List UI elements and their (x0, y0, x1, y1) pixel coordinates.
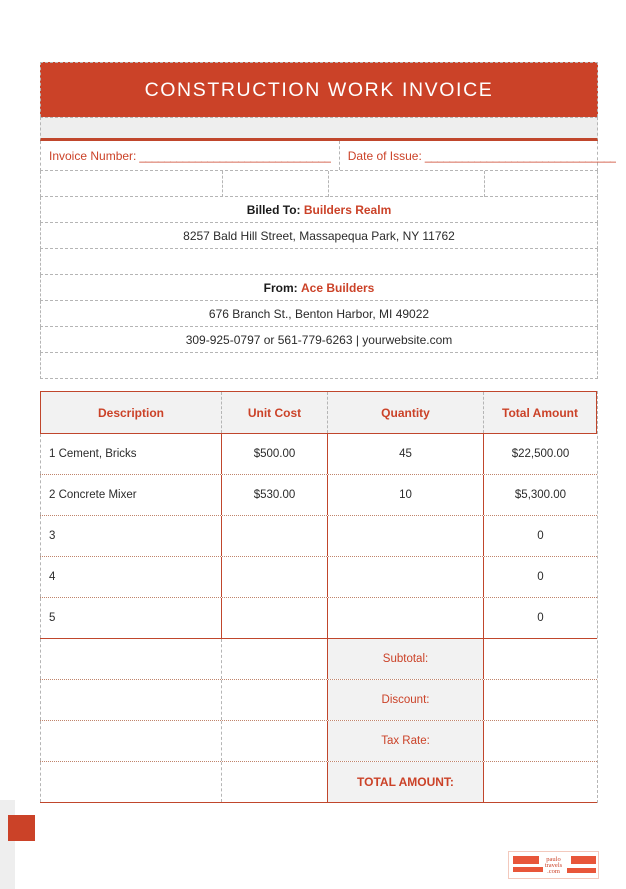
table-row[interactable] (40, 434, 597, 475)
billed-to-address: 8257 Bald Hill Street, Massapequa Park, NY 11762 (183, 229, 455, 243)
line-items-table (40, 391, 598, 803)
date-of-issue-cell[interactable] (340, 141, 624, 170)
from-label: From: (263, 281, 298, 295)
date-of-issue-label: Date of Issue: (347, 148, 422, 163)
blank-cell-c (329, 171, 485, 197)
billed-to-cell (41, 197, 597, 223)
discount-value[interactable] (484, 680, 597, 720)
table-header-row (40, 391, 597, 434)
cell-unit-cost[interactable] (222, 557, 328, 597)
totals-row-discount (40, 680, 597, 721)
totals-spacer-e (40, 721, 222, 761)
cell-description[interactable]: 1 Cement, Bricks (40, 434, 222, 474)
tax-rate-label-cell (328, 721, 484, 761)
cell-unit-cost[interactable]: $500.00 (222, 434, 328, 474)
totals-spacer-d (222, 680, 328, 720)
billed-to-address-row (40, 223, 598, 249)
from-cell (41, 275, 597, 301)
cell-total[interactable]: 0 (537, 571, 544, 583)
invoice-number-cell[interactable] (41, 141, 340, 170)
blank-grid-row-2 (40, 249, 598, 275)
from-address: 676 Branch St., Benton Harbor, MI 49022 (208, 307, 430, 321)
blank-cell-a (41, 171, 223, 197)
corner-accent-square (8, 815, 35, 841)
table-row[interactable] (40, 516, 597, 557)
logo-inner (511, 854, 596, 876)
totals-row-total-amount (40, 762, 597, 803)
blank-cell-b (223, 171, 329, 197)
totals-spacer-a (40, 639, 222, 679)
blank-cell-d (485, 171, 597, 197)
cell-unit-cost[interactable]: $530.00 (222, 475, 328, 515)
from-row (40, 275, 598, 301)
cell-unit-cost[interactable] (222, 598, 328, 638)
invoice-sheet (40, 62, 617, 803)
tax-rate-value[interactable] (484, 721, 597, 761)
total-amount-value[interactable] (484, 762, 597, 802)
blank-grid-row-1 (40, 171, 598, 197)
page-title: CONSTRUCTION WORK INVOICE (144, 78, 494, 101)
from-name: Ace Builders (300, 281, 375, 295)
table-row[interactable] (40, 557, 597, 598)
blank-cell-f (41, 353, 597, 379)
cell-quantity[interactable]: 45 (328, 434, 484, 474)
invoice-meta-row (40, 141, 617, 171)
logo-text-line-1: paulo (546, 856, 561, 863)
totals-spacer-c (40, 680, 222, 720)
cell-quantity[interactable] (328, 598, 484, 638)
discount-label-cell (328, 680, 484, 720)
cell-quantity[interactable] (328, 516, 484, 556)
left-gray-band (0, 800, 15, 889)
cell-description[interactable]: 2 Concrete Mixer (40, 475, 222, 515)
invoice-number-label: Invoice Number: (49, 148, 137, 163)
discount-label: Discount: (381, 694, 430, 706)
total-amount-label: TOTAL AMOUNT: (357, 775, 454, 789)
subtotal-label-cell (328, 639, 484, 679)
column-header-total-amount: Total Amount (484, 392, 597, 433)
cell-description[interactable]: 3 (40, 516, 222, 556)
watermark-logo (508, 851, 599, 879)
title-underbar (40, 117, 598, 141)
logo-text-line-3: .com (547, 868, 560, 875)
table-row[interactable] (40, 598, 597, 639)
cell-unit-cost[interactable] (222, 516, 328, 556)
cell-total[interactable]: $22,500.00 (511, 448, 570, 460)
totals-row-tax-rate (40, 721, 597, 762)
blank-grid-row-3 (40, 353, 598, 379)
invoice-number-input[interactable]: _______________________________ (139, 148, 331, 163)
column-header-description: Description (40, 392, 222, 433)
totals-row-subtotal (40, 639, 597, 680)
totals-spacer-b (222, 639, 328, 679)
logo-text-line-2: travels (544, 862, 563, 869)
subtotal-value[interactable] (484, 639, 597, 679)
date-of-issue-input[interactable]: _______________________________ (424, 148, 617, 163)
totals-spacer-h (222, 762, 328, 802)
table-row[interactable] (40, 475, 597, 516)
billed-to-label: Billed To: (246, 203, 301, 217)
cell-description[interactable]: 4 (40, 557, 222, 597)
from-address-row (40, 301, 598, 327)
cell-description[interactable]: 5 (40, 598, 222, 638)
cell-quantity[interactable]: 10 (328, 475, 484, 515)
column-header-unit-cost: Unit Cost (222, 392, 328, 433)
tax-rate-label: Tax Rate: (381, 735, 430, 747)
from-contact: 309-925-0797 or 561-779-6263 | yourwebsite.com (185, 333, 453, 347)
total-amount-label-cell (328, 762, 484, 802)
column-header-quantity: Quantity (328, 392, 484, 433)
blank-cell-e (41, 249, 597, 275)
billed-to-name: Builders Realm (303, 203, 392, 217)
billed-to-row (40, 197, 598, 223)
cell-quantity[interactable] (328, 557, 484, 597)
cell-total[interactable]: $5,300.00 (514, 489, 567, 501)
invoice-title-bar (40, 62, 598, 117)
cell-total[interactable]: 0 (537, 612, 544, 624)
totals-spacer-g (40, 762, 222, 802)
subtotal-label: Subtotal: (382, 653, 429, 665)
totals-spacer-f (222, 721, 328, 761)
from-contact-row (40, 327, 598, 353)
cell-total[interactable]: 0 (537, 530, 544, 542)
